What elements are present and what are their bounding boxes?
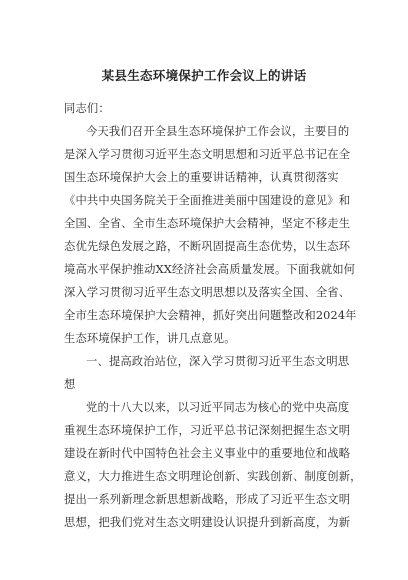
paragraph-line: 深入学习贯彻习近平生态文明思想以及落实全国、全省、 xyxy=(64,286,351,299)
paragraph-line: 是深入学习贯彻习近平生态文明思想和习近平总书记在全 xyxy=(64,148,351,161)
section-heading-continued: 想 xyxy=(64,378,76,391)
salutation: 同志们： xyxy=(64,102,110,115)
paragraph-line: 生态环境保护工作，讲几点意见。 xyxy=(64,332,236,345)
section-heading: 一、提高政治站位，深入学习贯彻习近平生态文明思 xyxy=(86,355,350,368)
paragraph-line: 意义，大力推进生态文明理论创新、实践创新、制度创新， xyxy=(64,470,362,483)
paragraph-line: 建设在新时代中国特色社会主义事业中的重要地位和战略 xyxy=(64,447,351,460)
paragraph-line: 态优先绿色发展之路，不断巩固提高生态优势，以生态环 xyxy=(64,240,351,253)
paragraph-line: 全国、全省、全市生态环境保护大会精神，坚定不移走生 xyxy=(64,217,351,230)
paragraph-line: 思想，把我们党对生态文明建设认识提升到新高度，为新 xyxy=(64,516,351,529)
paragraph-line: 重视生态环境保护工作，习近平总书记深刻把握生态文明 xyxy=(64,424,351,437)
paragraph-line: 全市生态环境保护大会精神，抓好突出问题整改和2024年 xyxy=(64,309,357,322)
document-title: 某县生态环境保护工作会议上的讲话 xyxy=(101,68,307,83)
paragraph-line: 提出一系列新理念新思想新战略，形成了习近平生态文明 xyxy=(64,493,351,506)
paragraph-line: 国生态环境保护大会上的重要讲话精神，认真贯彻落实 xyxy=(64,171,339,184)
paragraph-line: 今天我们召开全县生态环境保护工作会议，主要目的 xyxy=(86,125,350,138)
paragraph-line: 党的十八大以来，以习近平同志为核心的党中央高度 xyxy=(86,401,350,414)
paragraph-line: 境高水平保护推动XX经济社会高质量发展。下面我就如何 xyxy=(64,263,356,276)
paragraph-line: 《中共中央国务院关于全面推进美丽中国建设的意见》和 xyxy=(64,194,351,207)
document-body xyxy=(64,97,362,534)
